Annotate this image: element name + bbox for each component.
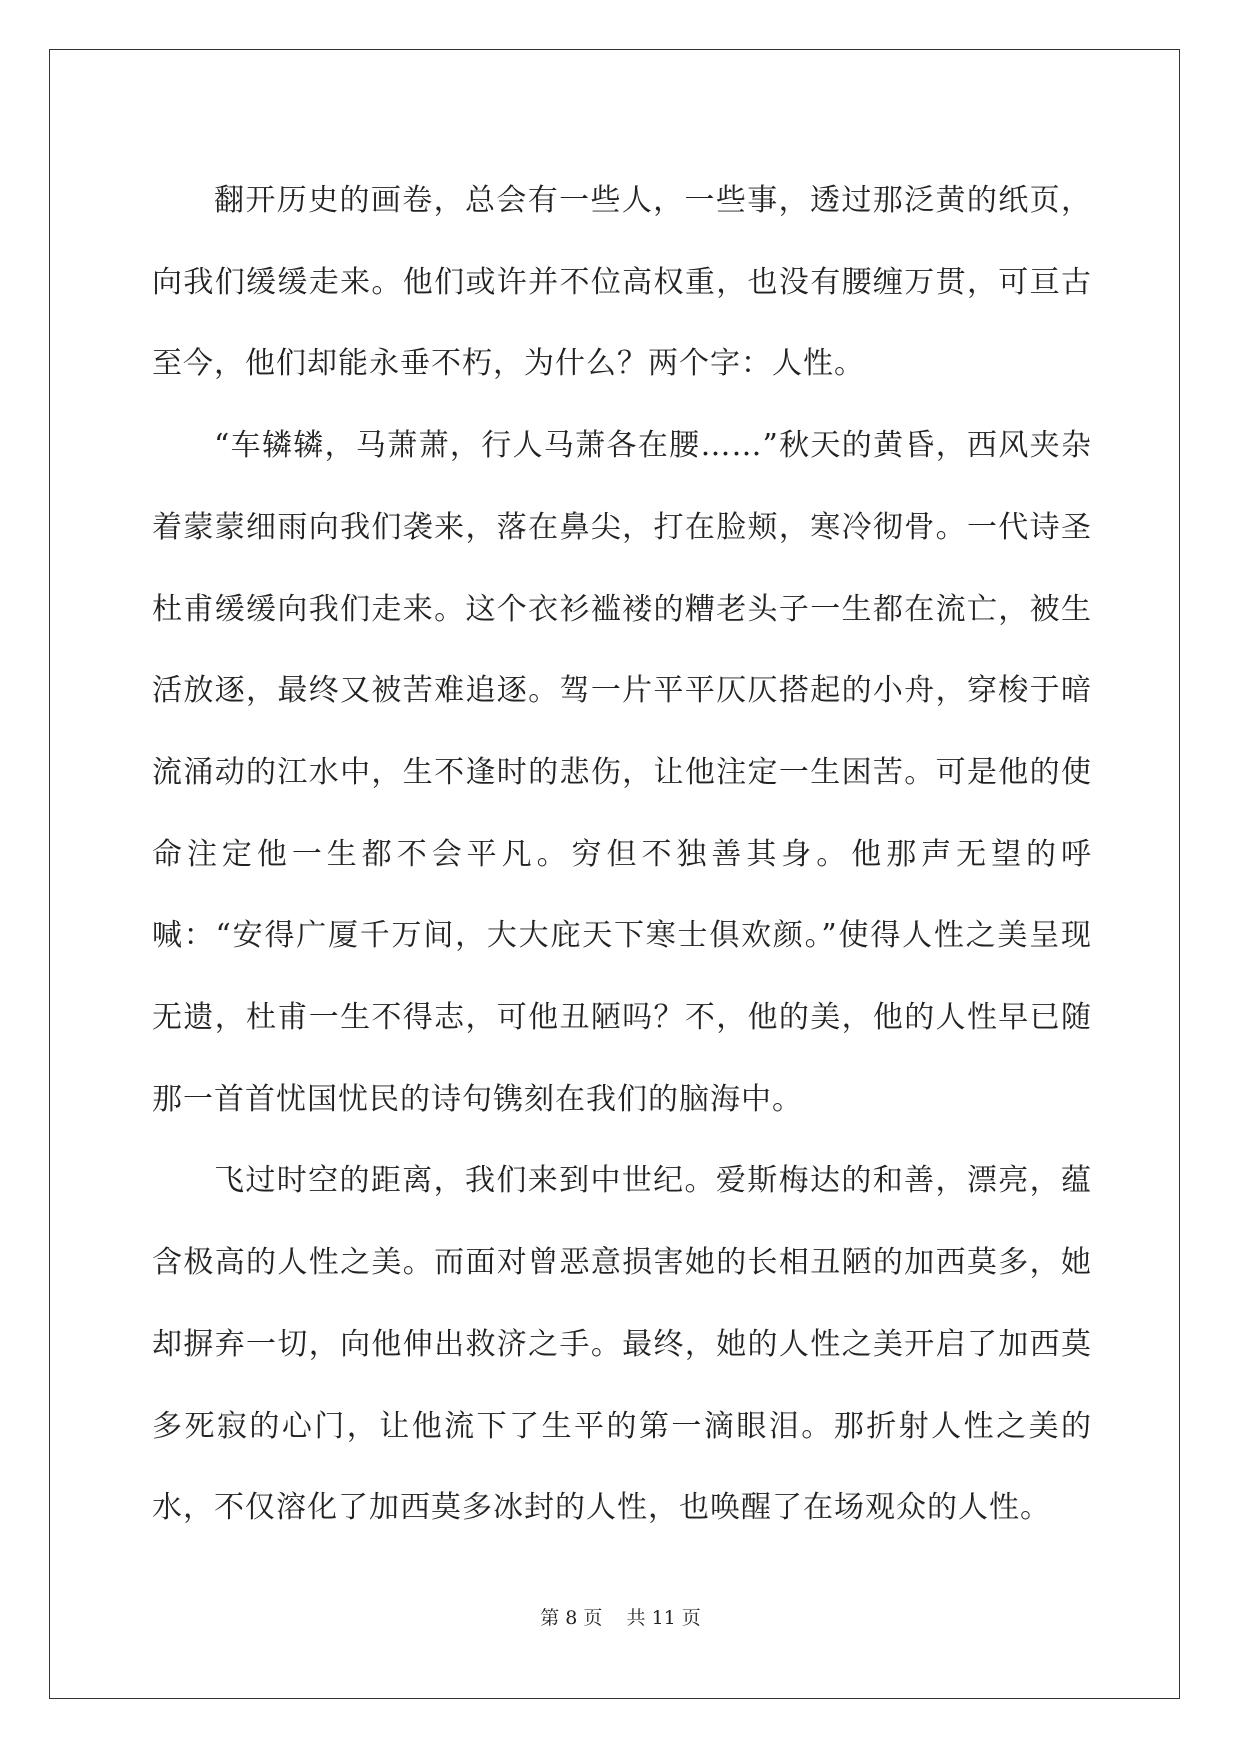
paragraph-3: 飞过时空的距离，我们来到中世纪。爱斯梅达的和善，漂亮，蕴含极高的人性之美。而面对曾恶意损害她的长相丑陋的加西莫多，她却摒弃一切，向他伸出救济之手。最终，她的人性之美开启了加西莫多死寂的心门，让他流下了生平的第一滴眼泪。那折射人性之美的水，不仅溶化了加西莫多冰封的人性，也唤醒了在场观众的人性。 xyxy=(152,1163,1092,1526)
page-number: 第 8 页 xyxy=(540,1607,603,1629)
paragraph-1: 翻开历史的画卷，总会有一些人，一些事，透过那泛黄的纸页，向我们缓缓走来。他们或许并不位高权重，也没有腰缠万贯，可亘古至今，他们却能永垂不朽，为什么？两个字：人性。 xyxy=(152,183,1092,382)
document-body xyxy=(152,160,1092,1549)
page-total: 共 11 页 xyxy=(626,1607,701,1629)
paragraph-2: “车辚辚，马萧萧，行人马萧各在腰……”秋天的黄昏，西风夹杂着蒙蒙细雨向我们袭来，落在鼻尖，打在脸颊，寒冷彻骨。一代诗圣杜甫缓缓向我们走来。这个衣衫褴褛的糟老头子一生都在流亡，被生活放逐，最终又被苦难追逐。驾一片平平仄仄搭起的小舟，穿梭于暗流涌动的江水中，生不逢时的悲伤，让他注定一生困苦。可是他的使命注定他一生都不会平凡。穷但不独善其身。他那声无望的呼喊：“安得广厦千万间，大大庇天下寒士俱欢颜。”使得人性之美呈现无遗，杜甫一生不得志，可他丑陋吗？不，他的美，他的人性早已随那一首首忧国忧民的诗句镌刻在我们的脑海中。 xyxy=(152,428,1092,1117)
page-footer xyxy=(0,1603,1241,1630)
